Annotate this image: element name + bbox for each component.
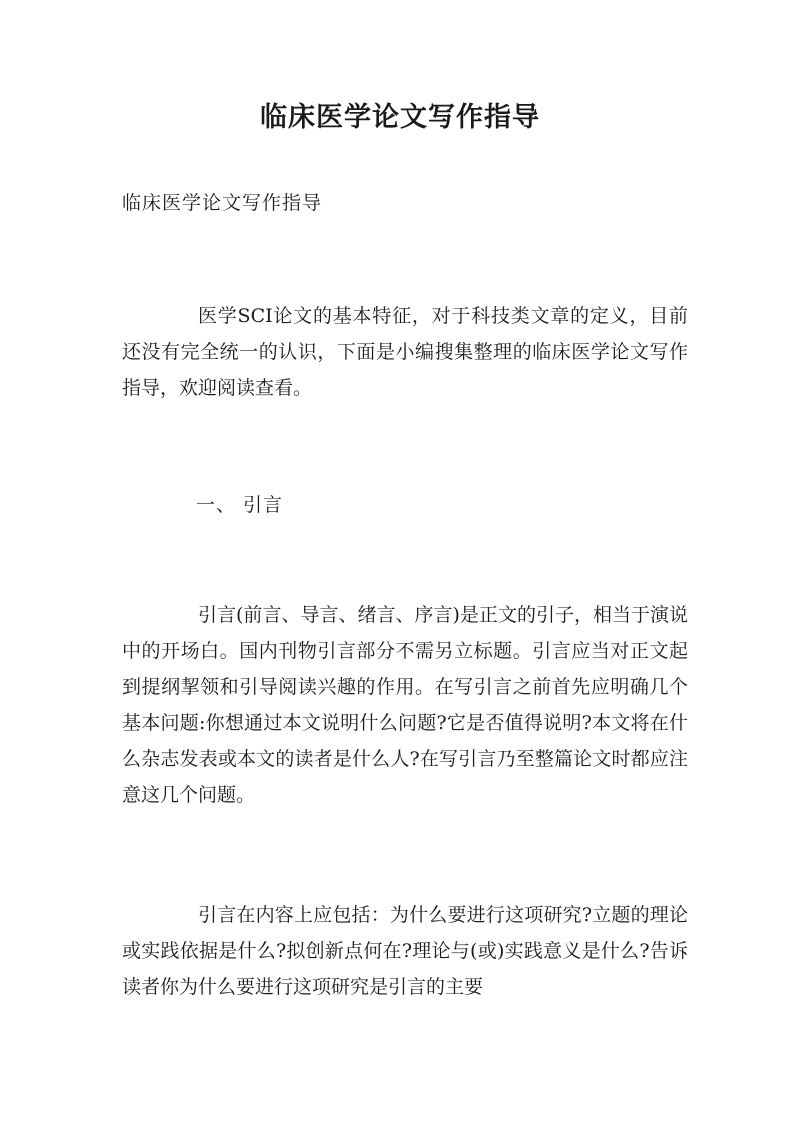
paragraph-intro: 医学SCI论文的基本特征，对于科技类文章的定义，目前还没有完全统一的认识，下面是小编搜集整理的临床医学论文写作指导，欢迎阅读查看。 xyxy=(122,305,688,399)
paragraph-introduction-content: 引言在内容上应包括：为什么要进行这项研究?立题的理论或实践依据是什么?拟创新点何在?理论与(或)实践意义是什么?告诉读者你为什么要进行这项研究是引言的主要 xyxy=(122,904,688,998)
document-subtitle: 临床医学论文写作指导 xyxy=(122,192,323,214)
paragraph-introduction-definition: 引言(前言、导言、绪言、序言)是正文的引子，相当于演说中的开场白。国内刊物引言部分不需另立标题。引言应当对正文起到提纲挈领和引导阅读兴趣的作用。在写引言之前首先应明确几个基本问题:你想通过本文说明什么问题?它是否值得说明?本文将在什么杂志发表或本文的读者是什么人?在写引言乃至整篇论文时都应注意这几个问题。 xyxy=(122,604,688,806)
document-title: 临床医学论文写作指导 xyxy=(260,102,540,133)
section-heading: 一、 引言 xyxy=(196,494,284,516)
